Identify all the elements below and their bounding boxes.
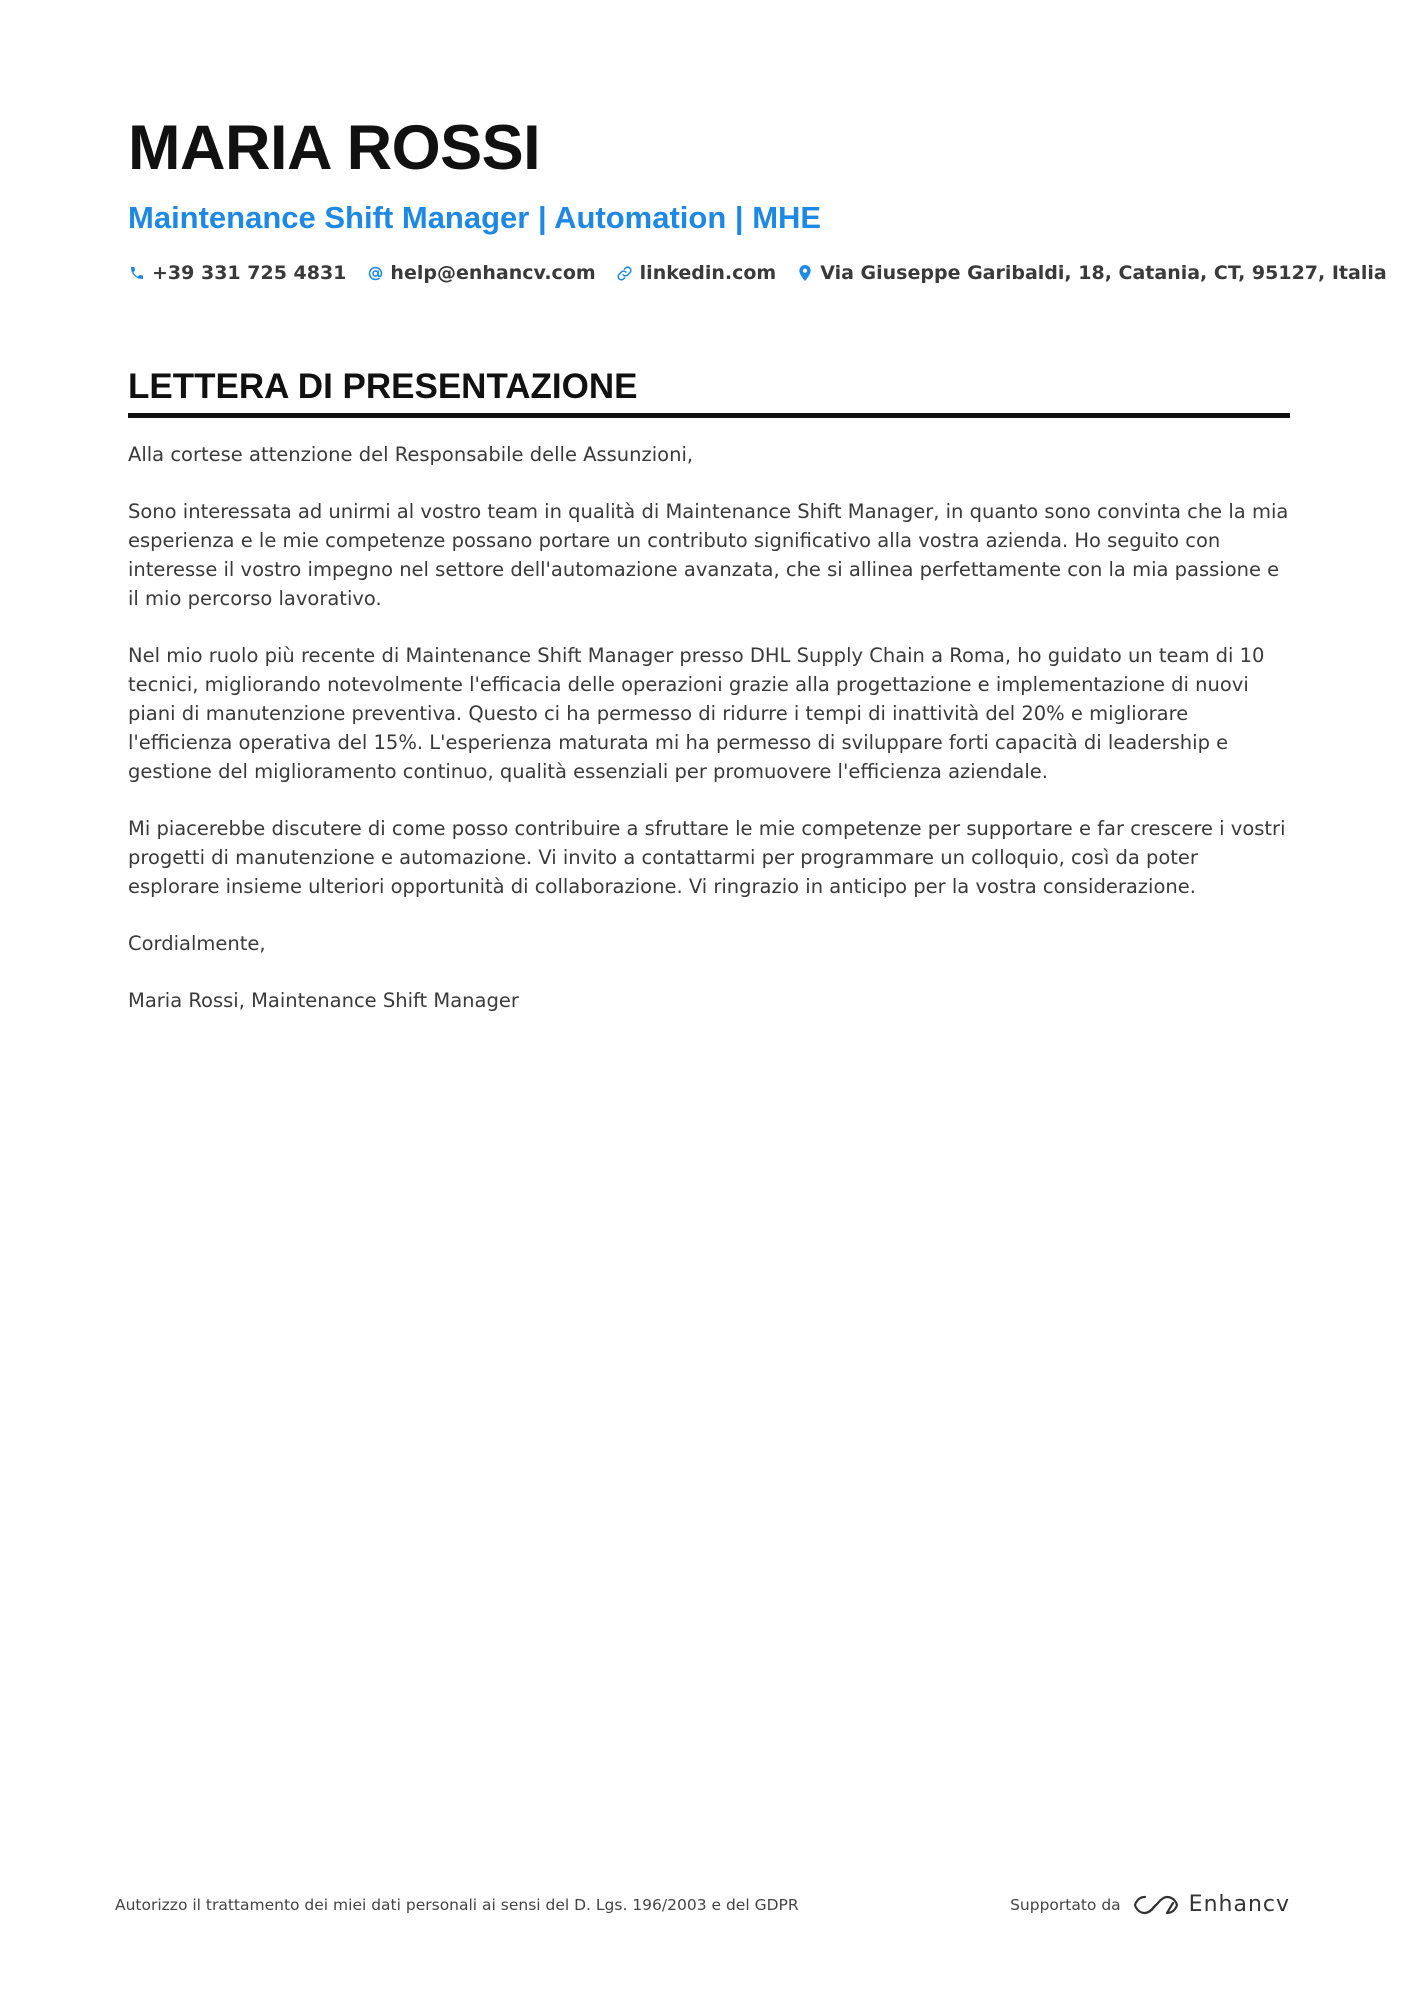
letter-paragraph-intro: Sono interessata ad unirmi al vostro team in qualità di Maintenance Shift Manager, in quanto sono convinta che la mia esperienza e le mie competenze possano portare un contributo significativo alla vostra azienda. Ho seguito con interesse il vostro impegno nel settore dell'automazione avanzata, che si allinea perfettamente con la mia passione e il mio percorso lavorativo. (128, 500, 1289, 610)
enhancv-logo-icon (1133, 1893, 1179, 1917)
contact-bar (128, 262, 1387, 284)
contact-email-text[interactable]: help@enhancv.com (390, 262, 596, 284)
letter-paragraph-closing: Mi piacerebbe discutere di come posso contribuire a sfruttare le mie competenze per supportare e far crescere i vostri progetti di manutenzione e automazione. Vi invito a contattarmi per programmare un colloquio, così da poter esplorare insieme ulteriori opportunità di collaborazione. Vi ringrazio in anticipo per la vostra considerazione. (128, 817, 1286, 898)
contact-address-text: Via Giuseppe Garibaldi, 18, Catania, CT, 95127, Italia (820, 262, 1387, 284)
contact-linkedin (616, 262, 777, 284)
letter-signature: Maria Rossi, Maintenance Shift Manager (128, 989, 519, 1012)
contact-address (796, 262, 1386, 284)
resume-header (128, 110, 1387, 284)
at-icon (366, 264, 384, 282)
contact-linkedin-text[interactable]: linkedin.com (639, 262, 777, 284)
candidate-title: Maintenance Shift Manager | Automation | MHE (128, 200, 822, 235)
contact-phone-text: +39 331 725 4831 (152, 262, 347, 284)
letter-body (128, 440, 1290, 1015)
letter-salutation: Alla cortese attenzione del Responsabile delle Assunzioni, (128, 443, 694, 466)
cover-letter-section (128, 365, 1290, 1043)
powered-by[interactable] (1010, 1892, 1290, 1917)
link-icon (616, 264, 634, 282)
brand-name: Enhancv (1188, 1892, 1290, 1917)
powered-by-label: Supportato da (1010, 1895, 1121, 1914)
letter-signoff: Cordialmente, (128, 932, 266, 955)
candidate-name: MARIA ROSSI (128, 113, 541, 183)
page-footer (115, 1892, 1290, 1917)
gdpr-consent-text: Autorizzo il trattamento dei miei dati personali ai sensi del D. Lgs. 196/2003 e del GDPR (115, 1895, 799, 1914)
phone-icon (128, 264, 146, 282)
contact-phone (128, 262, 346, 284)
location-pin-icon (796, 264, 814, 282)
section-title: LETTERA DI PRESENTAZIONE (128, 365, 1290, 418)
contact-email (366, 262, 595, 284)
letter-paragraph-experience: Nel mio ruolo più recente di Maintenance Shift Manager presso DHL Supply Chain a Roma, ho guidato un team di 10 tecnici, migliorando notevolmente l'efficacia delle operazioni grazie alla progettazione e implementazione di nuovi piani di manutenzione preventiva. Questo ci ha permesso di ridurre i tempi di inattività del 20% e migliorare l'efficienza operativa del 15%. L'esperienza maturata mi ha permesso di sviluppare forti capacità di leadership e gestione del miglioramento continuo, qualità essenziali per promuovere l'efficienza aziendale. (128, 644, 1265, 783)
